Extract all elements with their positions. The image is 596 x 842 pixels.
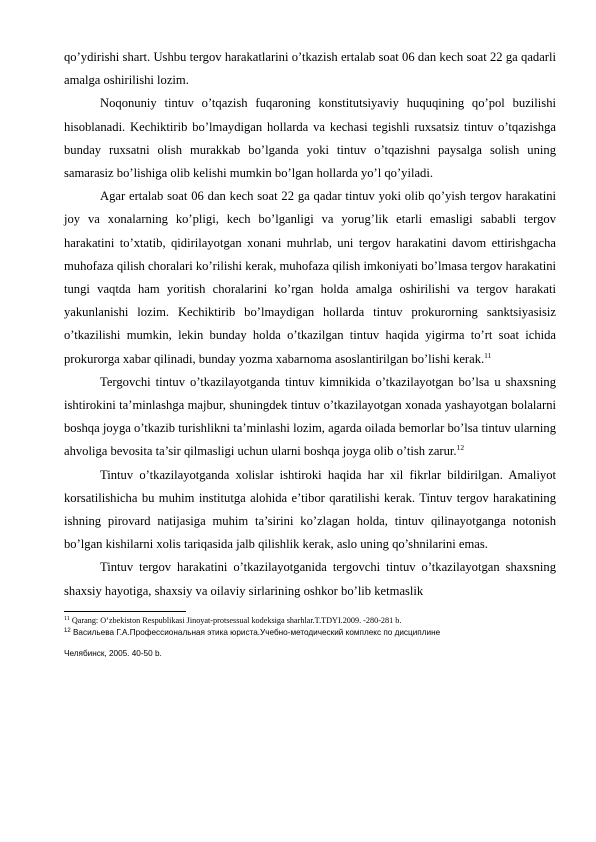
paragraph-text: qo’ydirishi shart. Ushbu tergov harakatlarini o’tkazish ertalab soat 06 dan kech soat 22 ga qadarli amalga oshirilishi lozim. — [64, 50, 556, 88]
footnote-text: Qarang: O’zbekiston Respublikasi Jinoyat-protsessual kodeksiga sharhlar.T.TDYI.2009. -280-281 b. — [69, 615, 402, 625]
body-paragraph-5 — [64, 464, 556, 557]
footnote-reference-11[interactable]: 11 — [484, 350, 492, 360]
footnote-mark: 11 — [64, 615, 70, 622]
document-page — [64, 46, 556, 660]
footnote-reference-12[interactable]: 12 — [456, 443, 465, 453]
footnote-separator — [64, 611, 186, 612]
footnote-mark: 12 — [64, 627, 71, 634]
paragraph-text: Agar ertalab soat 06 dan kech soat 22 ga qadar tintuv yoki olib qo’yish tergov harakatini joy va xonalarning ko’pligi, kech bo’lganligi va yorug’lik etarli emasligi sababli tergov harakatini to’xtatib, qidirilayotgan xonani muhrlab, uni tergov harakatini davom ettirishgacha muhofaza qilish choralari ko’rilishi kerak, muhofaza qilish imkoniyati bo’lmasa tergov harakatini tungi vaqtda ham yoritish choralarini ko’rgan holda amalga oshirilishi va tergov harakati yakunlanishi lozim. Kechiktirib bo’lmaydigan hollarda tintuv prokurorning sanktsiyasisiz o’tkazilishi mumkin, lekin bunday holda o’tkazilgan tintuv haqida yigirma to’rt soat ichida prokurorga xabar qilinadi, bunday yozma xabarnoma asoslantirilgan bo’lishi kerak. — [64, 189, 556, 366]
body-paragraph-4 — [64, 371, 556, 464]
body-paragraph-3 — [64, 185, 556, 371]
paragraph-text: Tintuv tergov harakatini o’tkazilayotganida tergovchi tintuv o’tkazilayotgan shaxsning shaxsiy hayotiga, shaxsiy va oilaviy sirlarining oshkor bo’lib ketmaslik — [64, 560, 556, 598]
body-paragraph-2 — [64, 92, 556, 185]
paragraph-text: Noqonuniy tintuv o’tqazish fuqaroning konstitutsiyaviy huquqining qo’pol buzilishi hisoblanadi. Kechiktirib bo’lmaydigan hollarda va kechasi tegishli ruxsatsiz tintuv o’tqazishga bunday ruxsatni olish murakkab bo’lganda yoki tintuv o’tqazishni paysalga solish uning samarasiz bo’lishiga olib kelishi mumkin bo’lgan hollarda yo’l qo’yiladi. — [64, 96, 556, 181]
paragraph-text: Tintuv o’tkazilayotganda xolislar ishtiroki haqida har xil fikrlar bildirilgan. Amaliyot korsatilishicha bu muhim institutga alohida e’tibor qaratilishi kerak. Tintuv tergov harakatining ishning pirovard natijasiga muhim ta’sirini ko’zlagan holda, tintuv qilinayotganga notonish bo’lgan kishilarni xolis tariqasida jalb qilishlik kerak, aslo uning qo’shnilarini emas. — [64, 467, 556, 552]
body-paragraph-1 — [64, 46, 556, 92]
footnote-text: Челябинск, 2005. 40-50 b. — [64, 648, 162, 658]
footnote-12-continuation — [64, 648, 556, 660]
paragraph-text: Tergovchi tintuv o’tkazilayotganda tintuv kimnikida o’tkazilayotgan bo’lsa u shaxsning ishtirokini ta’minlashga majbur, shuningdek tintuv o’tkazilayotgan xonada yashayotgan bolalarni boshqa joyga o’tkazib turishlikni ta’minlashi lozim, agarda oilada bemorlar bo’lsa tintuv ularning ahvoliga bevosita ta’sir qilmasligi uchun ularni boshqa joyga olib o’tish zarur. — [64, 374, 556, 459]
body-paragraph-6 — [64, 556, 556, 602]
footnote-12 — [64, 627, 556, 639]
footnote-text: Васильева Г.А.Профессиональная этика юриста.Учебно-методический комплекс по дисциплине — [70, 627, 441, 637]
footnote-11 — [64, 615, 556, 627]
